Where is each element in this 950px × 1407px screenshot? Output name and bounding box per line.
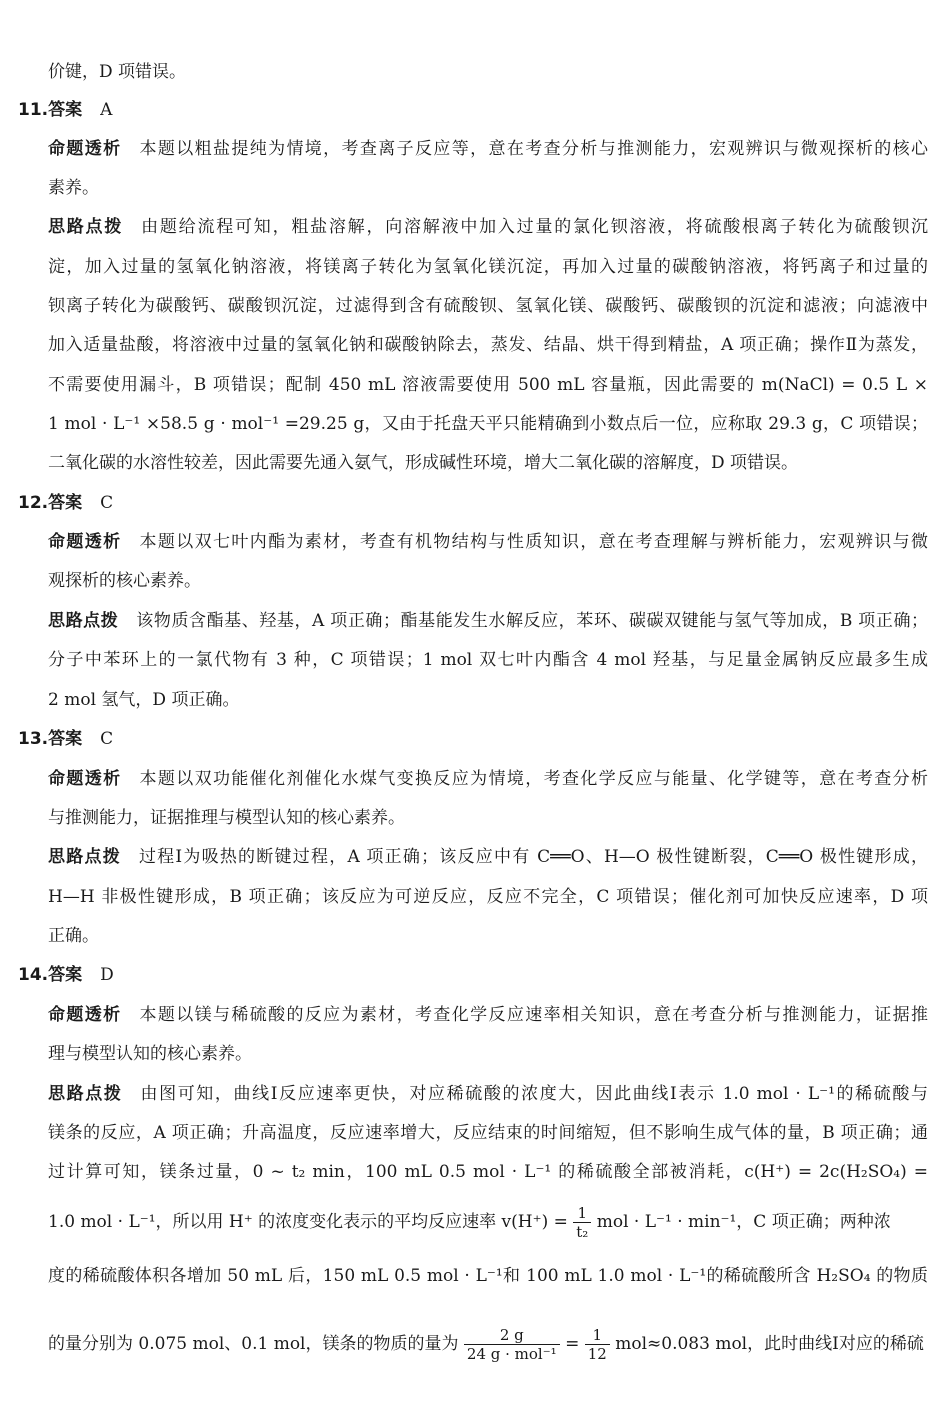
- q14-silu-l6-b: mol≈0.083 mol，此时曲线Ⅰ对应的稀硫: [615, 1334, 924, 1354]
- q13-mingti-label: 命题透析: [48, 769, 122, 789]
- q13-header: [18, 728, 113, 750]
- q11-silu-l1: [48, 216, 928, 238]
- q13-number: 13.: [18, 729, 49, 749]
- q13-silu-l2: H—H 非极性键形成，B 项正确；该反应为可逆反应，反应不完全，C 项错误；催化剂可加快反应速率，D 项: [48, 887, 928, 907]
- q14-silu-l4-b: mol · L⁻¹ · min⁻¹，C 项正确；两种浓: [596, 1212, 891, 1232]
- q11-mingti-text-1: 本题以粗盐提纯为情境，考查离子反应等，意在考查分析与推测能力，宏观辨识与微观探析的核心: [139, 139, 929, 159]
- q14-silu-l2: 镁条的反应，A 项正确；升高温度，反应速率增大，反应结束的时间缩短，但不影响生成气体的量，B 项正确；通: [48, 1123, 928, 1143]
- q12-number: 12.: [18, 493, 49, 513]
- q14-silu-l4: [48, 1204, 891, 1241]
- q14-silu-label: 思路点拨: [48, 1084, 123, 1104]
- q13-silu-l1: [48, 846, 928, 868]
- q11-silu-text-1: 由题给流程可知，粗盐溶解，向溶解液中加入过量的氯化钡溶液，将硫酸根离子转化为硫酸钡沉: [141, 217, 929, 237]
- q11-silu-label: 思路点拨: [48, 217, 124, 237]
- q13-mingti-l1: [48, 768, 928, 790]
- q11-header: [18, 99, 112, 121]
- q11-silu-l2: 淀，加入过量的氢氧化钠溶液，将镁离子转化为氢氧化镁沉淀，再加入过量的碳酸钠溶液，将钙离子和过量的: [48, 257, 928, 277]
- q13-mingti-text-1: 本题以双功能催化剂催化水煤气变换反应为情境，考查化学反应与能量、化学键等，意在考查分析: [139, 769, 929, 789]
- intro-line: 价键，D 项错误。: [48, 62, 187, 82]
- q12-header: [18, 492, 113, 514]
- q14-silu-l3: 过计算可知，镁条过量，0 ~ t₂ min，100 mL 0.5 mol · L⁻¹ 的稀硫酸全部被消耗，c(H⁺) = 2c(H₂SO₄) =: [48, 1162, 928, 1182]
- q13-silu-label: 思路点拨: [48, 847, 121, 867]
- q14-header: [18, 964, 114, 986]
- q12-silu-l3: 2 mol 氢气，D 项正确。: [48, 690, 240, 710]
- q12-mingti-l2: 观探析的核心素养。: [48, 571, 201, 591]
- q14-silu-l6: [48, 1326, 924, 1363]
- q13-silu-text-1: 过程Ⅰ为吸热的断键过程，A 项正确；该反应中有 C══O、H—O 极性键断裂，C══O 极性键形成，: [138, 847, 928, 867]
- q14-mingti-l2: 理与模型认知的核心素养。: [48, 1044, 252, 1064]
- q13-answer-label: 答案: [48, 729, 83, 749]
- fraction-mg-mass: [464, 1326, 560, 1363]
- q14-mingti-text-1: 本题以镁与稀硫酸的反应为素材，考查化学反应速率相关知识，意在考查分析与推测能力，证据推: [139, 1005, 929, 1025]
- fraction-denominator: 24 g · mol⁻¹: [466, 1345, 557, 1363]
- fraction-1-over-12: [585, 1326, 610, 1363]
- q11-mingti-l1: [48, 138, 928, 160]
- q11-answer: A: [100, 100, 113, 120]
- fraction-numerator: 1: [573, 1204, 591, 1223]
- q14-silu-text-1: 由图可知，曲线Ⅰ反应速率更快，对应稀硫酸的浓度大，因此曲线Ⅰ表示 1.0 mol · L⁻¹的稀硫酸与: [140, 1084, 929, 1104]
- fraction-1-over-t2: [573, 1204, 591, 1241]
- q14-mingti-l1: [48, 1004, 928, 1026]
- q12-mingti-label: 命题透析: [48, 532, 122, 552]
- q12-silu-l1: [48, 610, 928, 632]
- fraction-denominator: t₂: [576, 1223, 589, 1241]
- q12-answer-label: 答案: [48, 493, 83, 513]
- fraction-numerator: 1: [585, 1326, 610, 1345]
- q11-silu-l3: 钡离子转化为碳酸钙、碳酸钡沉淀，过滤得到含有硫酸钡、氢氧化镁、碳酸钙、碳酸钡的沉淀和滤液；向滤液中: [48, 296, 928, 316]
- q11-mingti-label: 命题透析: [48, 139, 122, 159]
- q14-silu-l1: [48, 1083, 928, 1105]
- q13-silu-l3: 正确。: [48, 926, 99, 946]
- q12-mingti-text-1: 本题以双七叶内酯为素材，考查有机物结构与性质知识，意在考查理解与辨析能力，宏观辨识与微: [139, 532, 929, 552]
- q11-answer-label: 答案: [48, 100, 83, 120]
- q13-mingti-l2: 与推测能力，证据推理与模型认知的核心素养。: [48, 808, 405, 828]
- q14-answer-label: 答案: [48, 965, 83, 985]
- equals-sign: =: [565, 1334, 580, 1354]
- fraction-numerator: 2 g: [464, 1326, 560, 1345]
- q11-silu-l4: 加入适量盐酸，将溶液中过量的氢氧化钠和碳酸钠除去，蒸发、结晶、烘干得到精盐，A 项正确；操作Ⅱ为蒸发，: [48, 335, 928, 355]
- q14-number: 14.: [18, 965, 49, 985]
- q11-silu-l7: 二氧化碳的水溶性较差，因此需要先通入氨气，形成碱性环境，增大二氧化碳的溶解度，D 项错误。: [48, 453, 799, 473]
- q11-mingti-l2: 素养。: [48, 178, 99, 198]
- q14-silu-l5: 度的稀硫酸体积各增加 50 mL 后，150 mL 0.5 mol · L⁻¹和 100 mL 1.0 mol · L⁻¹的稀硫酸所含 H₂SO₄ 的物质: [48, 1266, 928, 1286]
- q11-number: 11.: [18, 100, 49, 120]
- q14-answer: D: [100, 965, 114, 985]
- q14-silu-l6-a: 的量分别为 0.075 mol、0.1 mol，镁条的物质的量为: [48, 1334, 459, 1354]
- q14-mingti-label: 命题透析: [48, 1005, 122, 1025]
- q12-silu-text-1: 该物质含酯基、羟基，A 项正确；酯基能发生水解反应，苯环、碳碳双键能与氢气等加成，B 项正确；: [136, 611, 929, 631]
- q12-mingti-l1: [48, 531, 928, 553]
- q12-answer: C: [100, 493, 114, 513]
- q13-answer: C: [100, 729, 114, 749]
- q11-silu-l5: 不需要使用漏斗，B 项错误；配制 450 mL 溶液需要使用 500 mL 容量瓶，因此需要的 m(NaCl) = 0.5 L ×: [48, 375, 928, 395]
- q11-silu-l6: 1 mol · L⁻¹ ×58.5 g · mol⁻¹ =29.25 g，又由于托盘天平只能精确到小数点后一位，应称取 29.3 g，C 项错误；: [48, 414, 928, 434]
- q14-silu-l4-a: 1.0 mol · L⁻¹，所以用 H⁺ 的浓度变化表示的平均反应速率 v(H⁺) =: [48, 1212, 568, 1232]
- q12-silu-l2: 分子中苯环上的一氯代物有 3 种，C 项错误；1 mol 双七叶内酯含 4 mol 羟基，与足量金属钠反应最多生成: [48, 650, 928, 670]
- fraction-denominator: 12: [587, 1345, 607, 1363]
- q12-silu-label: 思路点拨: [48, 611, 119, 631]
